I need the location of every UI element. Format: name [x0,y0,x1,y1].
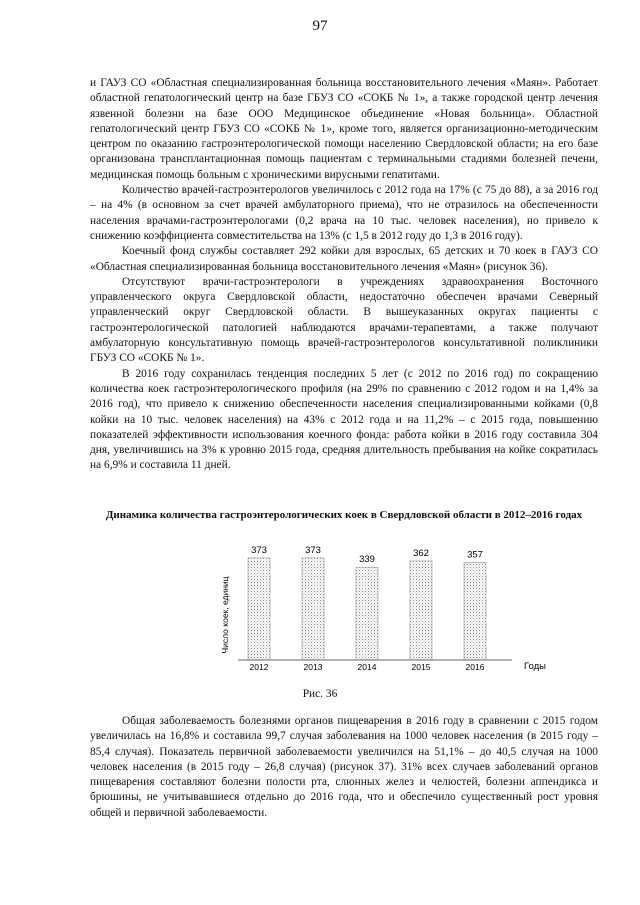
paragraph: Общая заболеваемость болезнями органов пищеварения в 2016 году в сравнении с 2015 годом увеличилась на 16,8% и составила 99,7 случая заболевания на 1000 человек населения (в 2015 году – 85,4 случая). Показатель первичной заболеваемости увеличился на 51,1% – до 40,5 случая на 1000 человек населения (в 2015 году – 26,8 случая) (рисунок 37). 31% всех случаев заболеваний органов пищеварения составляют болезни полости рта, слюнных желез и челюстей, болезни аппендикса и брюшины, не учитывавшиеся отдельно до 2016 года, что и обеспечило существенный рост уровня общей и первичной заболеваемости. [90,715,598,819]
page-number: 97 [312,18,328,34]
tick-label-2014: 2014 [357,662,377,672]
bar-2013 [302,558,324,660]
data-label-2012: 373 [251,544,267,556]
body-text-bottom [90,714,598,821]
data-label-2013: 373 [305,544,321,556]
tick-label-2013: 2013 [303,662,323,672]
paragraph: Коечный фонд службы составляет 292 койки для взрослых, 65 детских и 70 коек в ГАУЗ СО «Областная специализированная больница восстановительного лечения «Маян» (рисунок 36). [90,245,598,273]
y-axis-label: Число коек, единиц [220,576,230,654]
bar-2015 [410,561,432,660]
x-axis-label: Годы [524,661,546,672]
tick-label-2016: 2016 [465,662,485,672]
paragraph: Отсутствуют врачи-гастроэнтерологи в учреждениях здравоохранения Восточного управленческого округа Свердловской области, недостаточно обеспечен врачами Северный управленческий округ Свердловской области. В вышеуказанных округах пациенты с гастроэнтерологической патологией наблюдаются врачами-терапевтами, а также получают амбулаторную консультативную помощь врачей-гастроэнтерологов консультативной поликлиники ГБУЗ СО «СОКБ № 1». [90,275,598,365]
data-label-2014: 339 [359,554,375,566]
body-text-top [90,76,598,474]
bar-2012 [248,558,270,660]
data-label-2015: 362 [413,547,429,559]
tick-label-2015: 2015 [411,662,431,672]
tick-label-2012: 2012 [249,662,269,672]
figure-title: Динамика количества гастроэнтерологических коек в Свердловской области в 2012–2016 годах [105,509,583,521]
bar-chart [200,540,560,680]
data-label-2016: 357 [467,549,483,561]
paragraph: В 2016 году сохранилась тенденция последних 5 лет (с 2012 по 2016 год) по сокращению количества коек гастроэнтерологического профиля (на 29% по сравнению с 2012 годом и на 1,4% за 2016 год), что привело к снижению обеспеченности населения специализированными койками (0,8 койки на 10 тыс. человек населения) на 43% с 2012 года и на 11,2% – с 2015 года, повышению показателей эффективности использования коечного фонда: работа койки в 2016 году составила 304 дня, увеличившись на 3% к уровню 2015 года, средняя длительность пребывания на койке сократилась на 6,9% и составила 11 дней. [90,367,598,472]
bar-2014 [356,567,378,660]
figure-caption: Рис. 36 [302,688,338,700]
paragraph: Количество врачей-гастроэнтерологов увеличилось с 2012 года на 17% (с 75 до 88), а за 2016 год – на 4% (в основном за счет врачей амбулаторного приема), что не отразилось на обеспеченности населения врачами-гастроэнтерологами (0,2 врача на 10 тыс. человек населения), но привело к снижению коэффициента совместительства на 13% (с 1,5 в 2012 году до 1,3 в 2016 году). [90,184,598,242]
paragraph: и ГАУЗ СО «Областная специализированная больница восстановительного лечения «Маян». Работает областной гепатологический центр на базе ГБУЗ СО «СОКБ № 1», а также городской центр лечения язвенной болезни на базе ООО Медицинское объединение «Новая больница». Областной гепатологический центр ГБУЗ СО «СОКБ № 1», кроме того, является организационно-методическим центром по оказанию гастроэнтерологической помощи населению Свердловской области; на его базе организована трансплантационная помощь пациентам с терминальными стадиями болезней печени, медицинская помощь больным с хроническими вирусными гепатитами. [90,77,598,181]
bar-2016 [464,562,486,660]
